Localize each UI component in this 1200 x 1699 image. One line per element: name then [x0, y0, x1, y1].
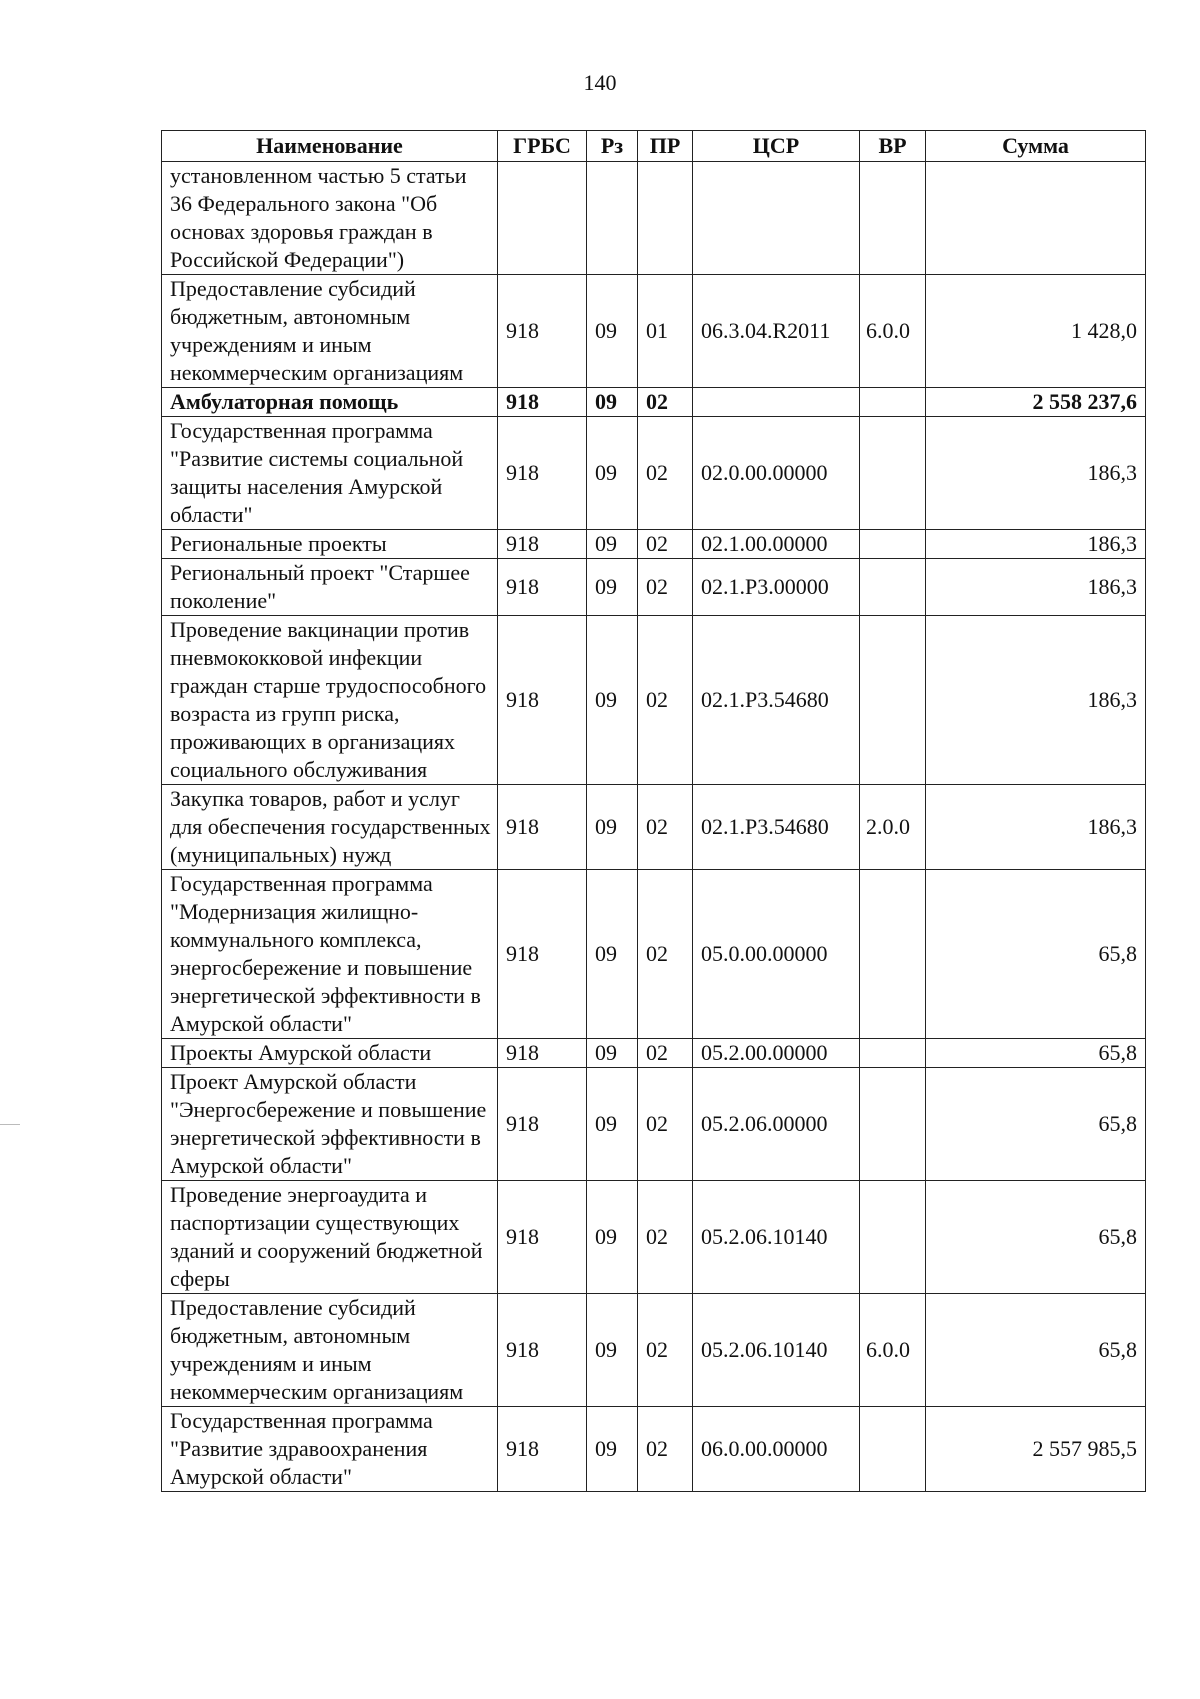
- row-rz: 09: [587, 1407, 638, 1492]
- row-rz: 09: [587, 388, 638, 417]
- row-grbs: 918: [498, 417, 587, 530]
- row-vr: 2.0.0: [860, 785, 926, 870]
- row-csr: 06.3.04.R2011: [693, 275, 860, 388]
- row-sum: 186,3: [926, 530, 1146, 559]
- table-row: [162, 785, 1146, 870]
- row-pr: 01: [638, 275, 693, 388]
- row-rz: 09: [587, 870, 638, 1039]
- row-sum: 65,8: [926, 1039, 1146, 1068]
- row-pr: 02: [638, 616, 693, 785]
- row-vr: [860, 1181, 926, 1294]
- row-csr: 06.0.00.00000: [693, 1407, 860, 1492]
- row-pr: 02: [638, 417, 693, 530]
- table-row: [162, 1294, 1146, 1407]
- row-vr: [860, 1407, 926, 1492]
- row-grbs: 918: [498, 388, 587, 417]
- header-vr: ВР: [860, 131, 926, 162]
- row-grbs: 918: [498, 530, 587, 559]
- row-csr: 05.2.06.10140: [693, 1294, 860, 1407]
- table-row: [162, 530, 1146, 559]
- row-rz: 09: [587, 417, 638, 530]
- row-grbs: 918: [498, 1294, 587, 1407]
- row-name: Региональные проекты: [162, 530, 498, 559]
- row-vr: [860, 1039, 926, 1068]
- row-rz: 09: [587, 1039, 638, 1068]
- table-row: [162, 1068, 1146, 1181]
- row-name: Проведение вакцинации против пневмококковой инфекции граждан старше трудоспособного возраста из групп риска, проживающих в организациях социального обслуживания: [162, 616, 498, 785]
- table-row: [162, 559, 1146, 616]
- row-sum: 2 558 237,6: [926, 388, 1146, 417]
- row-vr: [860, 559, 926, 616]
- row-name: Предоставление субсидий бюджетным, автономным учреждениям и иным некоммерческим организациям: [162, 1294, 498, 1407]
- row-sum: 1 428,0: [926, 275, 1146, 388]
- row-name: Закупка товаров, работ и услуг для обеспечения государственных (муниципальных) нужд: [162, 785, 498, 870]
- row-csr: [693, 388, 860, 417]
- row-grbs: 918: [498, 1068, 587, 1181]
- row-pr: 02: [638, 785, 693, 870]
- row-name: Проведение энергоаудита и паспортизации существующих зданий и сооружений бюджетной сферы: [162, 1181, 498, 1294]
- row-csr: 02.1.00.00000: [693, 530, 860, 559]
- row-name: Государственная программа "Развитие здравоохранения Амурской области": [162, 1407, 498, 1492]
- row-rz: 09: [587, 616, 638, 785]
- row-name: Государственная программа "Модернизация жилищно-коммунального комплекса, энергосбережение и повышение энергетической эффективности в Амурской области": [162, 870, 498, 1039]
- row-pr: 02: [638, 1181, 693, 1294]
- row-vr: [860, 870, 926, 1039]
- row-sum: 186,3: [926, 417, 1146, 530]
- row-grbs: 918: [498, 1181, 587, 1294]
- table-row: [162, 870, 1146, 1039]
- row-grbs: 918: [498, 870, 587, 1039]
- row-pr: 02: [638, 1294, 693, 1407]
- row-rz: 09: [587, 1181, 638, 1294]
- row-csr: [693, 162, 860, 275]
- row-grbs: 918: [498, 1039, 587, 1068]
- row-name: Государственная программа "Развитие системы социальной защиты населения Амурской области": [162, 417, 498, 530]
- budget-table: [161, 130, 1146, 1492]
- table-row: [162, 1181, 1146, 1294]
- row-rz: 09: [587, 1294, 638, 1407]
- row-pr: 02: [638, 1039, 693, 1068]
- header-csr: ЦСР: [693, 131, 860, 162]
- header-sum: Сумма: [926, 131, 1146, 162]
- row-vr: [860, 388, 926, 417]
- row-pr: 02: [638, 1407, 693, 1492]
- row-sum: 65,8: [926, 1294, 1146, 1407]
- row-csr: 05.2.00.00000: [693, 1039, 860, 1068]
- row-csr: 05.2.06.00000: [693, 1068, 860, 1181]
- row-rz: 09: [587, 785, 638, 870]
- row-vr: 6.0.0: [860, 1294, 926, 1407]
- margin-mark: [0, 1124, 20, 1125]
- row-pr: 02: [638, 870, 693, 1039]
- row-grbs: 918: [498, 785, 587, 870]
- row-vr: [860, 417, 926, 530]
- row-sum: 65,8: [926, 870, 1146, 1039]
- row-grbs: 918: [498, 275, 587, 388]
- row-vr: 6.0.0: [860, 275, 926, 388]
- table-row: [162, 1407, 1146, 1492]
- row-rz: 09: [587, 530, 638, 559]
- table-row-section: [162, 388, 1146, 417]
- header-grbs: ГРБС: [498, 131, 587, 162]
- row-csr: 05.0.00.00000: [693, 870, 860, 1039]
- row-rz: [587, 162, 638, 275]
- row-sum: 65,8: [926, 1181, 1146, 1294]
- row-grbs: 918: [498, 616, 587, 785]
- row-pr: 02: [638, 1068, 693, 1181]
- table-header-row: [162, 131, 1146, 162]
- header-name: Наименование: [162, 131, 498, 162]
- table-row: [162, 417, 1146, 530]
- row-sum: 186,3: [926, 616, 1146, 785]
- header-rz: Рз: [587, 131, 638, 162]
- row-sum: 2 557 985,5: [926, 1407, 1146, 1492]
- row-name: установленном частью 5 статьи 36 Федерального закона "Об основах здоровья граждан в Российской Федерации"): [162, 162, 498, 275]
- row-grbs: [498, 162, 587, 275]
- row-name: Предоставление субсидий бюджетным, автономным учреждениям и иным некоммерческим организациям: [162, 275, 498, 388]
- row-csr: 02.0.00.00000: [693, 417, 860, 530]
- table-row: [162, 616, 1146, 785]
- row-pr: 02: [638, 388, 693, 417]
- row-vr: [860, 530, 926, 559]
- row-pr: [638, 162, 693, 275]
- row-sum: 186,3: [926, 785, 1146, 870]
- row-csr: 02.1.P3.00000: [693, 559, 860, 616]
- row-csr: 02.1.P3.54680: [693, 785, 860, 870]
- row-rz: 09: [587, 1068, 638, 1181]
- row-name: Проект Амурской области "Энергосбережение и повышение энергетической эффективности в Амурской области": [162, 1068, 498, 1181]
- header-pr: ПР: [638, 131, 693, 162]
- row-rz: 09: [587, 275, 638, 388]
- row-vr: [860, 616, 926, 785]
- row-name: Проекты Амурской области: [162, 1039, 498, 1068]
- row-pr: 02: [638, 530, 693, 559]
- row-grbs: 918: [498, 1407, 587, 1492]
- row-rz: 09: [587, 559, 638, 616]
- row-name: Региональный проект "Старшее поколение": [162, 559, 498, 616]
- table-row: [162, 162, 1146, 275]
- page-number: 140: [583, 70, 617, 95]
- row-sum: [926, 162, 1146, 275]
- row-name: Амбулаторная помощь: [162, 388, 498, 417]
- row-pr: 02: [638, 559, 693, 616]
- row-sum: 65,8: [926, 1068, 1146, 1181]
- table-row: [162, 1039, 1146, 1068]
- row-vr: [860, 162, 926, 275]
- row-csr: 02.1.P3.54680: [693, 616, 860, 785]
- row-csr: 05.2.06.10140: [693, 1181, 860, 1294]
- row-sum: 186,3: [926, 559, 1146, 616]
- row-grbs: 918: [498, 559, 587, 616]
- row-vr: [860, 1068, 926, 1181]
- table-row: [162, 275, 1146, 388]
